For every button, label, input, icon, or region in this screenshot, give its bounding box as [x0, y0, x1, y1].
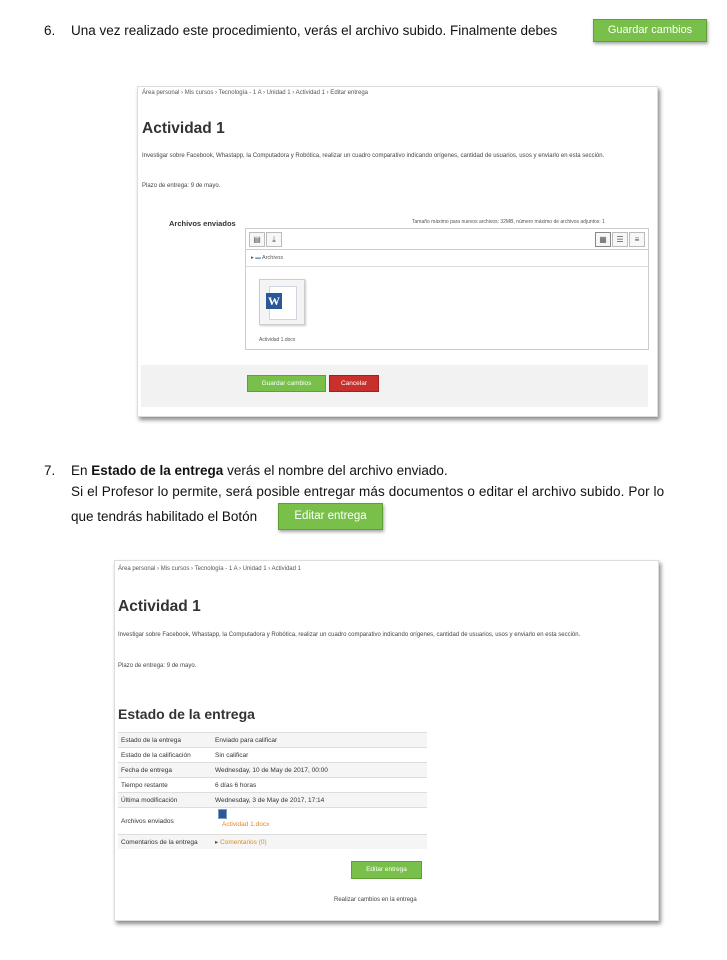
table-row — [118, 733, 427, 748]
row-label: Estado de la calificación — [118, 748, 212, 763]
cancel-button[interactable]: Cancelar — [329, 375, 379, 392]
page-title: Actividad 1 — [118, 598, 201, 615]
download-icon[interactable]: ⤓ — [266, 232, 282, 247]
word-file-icon — [218, 809, 227, 819]
folder-icon: ▬ — [255, 255, 261, 261]
deadline-text: Plazo de entrega: 9 de mayo. — [118, 663, 197, 669]
status-table — [118, 732, 427, 849]
add-file-icon[interactable]: ▤ — [249, 232, 265, 247]
view-details-icon[interactable]: ☰ — [612, 232, 628, 247]
step-7-line-1 — [71, 460, 448, 481]
row-label: Estado de la entrega — [118, 733, 212, 748]
table-row — [118, 808, 427, 835]
row-label: Archivos enviados — [118, 808, 212, 835]
row-label: Fecha de entrega — [118, 763, 212, 778]
step-6-text: Una vez realizado este procedimiento, verás el archivo subido. Finalmente debes — [71, 23, 558, 38]
step-7-prefix: En — [71, 463, 92, 478]
step-7-line-3: que tendrás habilitado el Botón — [71, 509, 258, 524]
row-value: Wednesday, 3 de May de 2017, 17:14 — [212, 793, 427, 808]
step-6-number: 6. — [44, 23, 56, 38]
edit-submission-button[interactable]: Editar entrega — [351, 861, 422, 879]
edit-help-text: Realizar cambios en la entrega — [334, 897, 417, 903]
edit-submission-inline-button[interactable]: Editar entrega — [278, 503, 383, 530]
files-label: Archivos enviados — [169, 219, 236, 228]
status-heading: Estado de la entrega — [118, 706, 255, 722]
comments-cell — [212, 835, 427, 850]
screenshot-edit-submission — [137, 86, 658, 417]
table-row — [118, 793, 427, 808]
file-manager — [245, 228, 649, 350]
row-label: Comentarios de la entrega — [118, 835, 212, 850]
table-row — [118, 748, 427, 763]
activity-description: Investigar sobre Facebook, Whastapp, la Computadora y Robótica, realizar un cuadro comparativo indicando orígenes, cantidad de usuarios, usos y enviarlo en esta sección. — [142, 153, 605, 159]
submitted-files-cell — [212, 808, 427, 835]
row-value: Sin calificar — [212, 748, 427, 763]
save-changes-button[interactable]: Guardar cambios — [247, 375, 326, 392]
row-value: 6 días 6 horas — [212, 778, 427, 793]
file-limits-text: Tamaño máximo para nuevos archivos: 32MB, número máximo de archivos adjuntos: 1 — [412, 219, 605, 225]
step-7-number: 7. — [44, 463, 56, 478]
row-value: Wednesday, 10 de May de 2017, 00:00 — [212, 763, 427, 778]
breadcrumb[interactable]: Área personal › Mis cursos › Tecnología - 1 A › Unidad 1 › Actividad 1 › Editar entrega — [142, 90, 369, 96]
toolbar-divider — [246, 249, 648, 250]
word-document-icon — [269, 286, 297, 320]
folder-label: Archivos — [262, 255, 284, 261]
step-7-bold: Estado de la entrega — [91, 463, 224, 478]
uploaded-file-name[interactable]: Actividad 1.docx — [259, 337, 296, 343]
row-value: Enviado para calificar — [212, 733, 427, 748]
deadline-text: Plazo de entrega: 9 de mayo. — [142, 183, 221, 189]
activity-description: Investigar sobre Facebook, Whastapp, la Computadora y Robótica, realizar un cuadro comparativo indicando orígenes, cantidad de usuarios, usos y enviarlo en esta sección. — [118, 632, 581, 638]
table-row — [118, 835, 427, 850]
step-7-line-2: Si el Profesor lo permite, será posible entregar más documentos o editar el archivo subido. Por lo — [71, 484, 665, 499]
submitted-file-link[interactable]: Actividad 1.docx — [222, 821, 270, 828]
save-changes-inline-button[interactable]: Guardar cambios — [593, 19, 707, 42]
expand-comments-icon[interactable]: ▸ — [215, 839, 221, 846]
folder-path[interactable] — [251, 255, 283, 261]
path-divider — [246, 266, 648, 267]
folder-expand-icon: ▸ — [251, 255, 254, 261]
page-title: Actividad 1 — [142, 120, 225, 137]
comments-link[interactable]: Comentarios (0) — [220, 839, 267, 846]
table-row — [118, 763, 427, 778]
breadcrumb[interactable]: Área personal › Mis cursos › Tecnología - 1 A › Unidad 1 › Actividad 1 — [118, 566, 301, 572]
table-row — [118, 778, 427, 793]
view-tree-icon[interactable]: ≡ — [629, 232, 645, 247]
step-7-suffix: verás el nombre del archivo enviado. — [223, 463, 448, 478]
word-file-thumbnail[interactable] — [259, 279, 305, 325]
word-badge: W — [268, 294, 280, 308]
row-label: Última modificación — [118, 793, 212, 808]
screenshot-submission-status — [114, 560, 659, 921]
view-icons-icon[interactable]: ▦ — [595, 232, 611, 247]
row-label: Tiempo restante — [118, 778, 212, 793]
form-actions — [141, 365, 648, 407]
